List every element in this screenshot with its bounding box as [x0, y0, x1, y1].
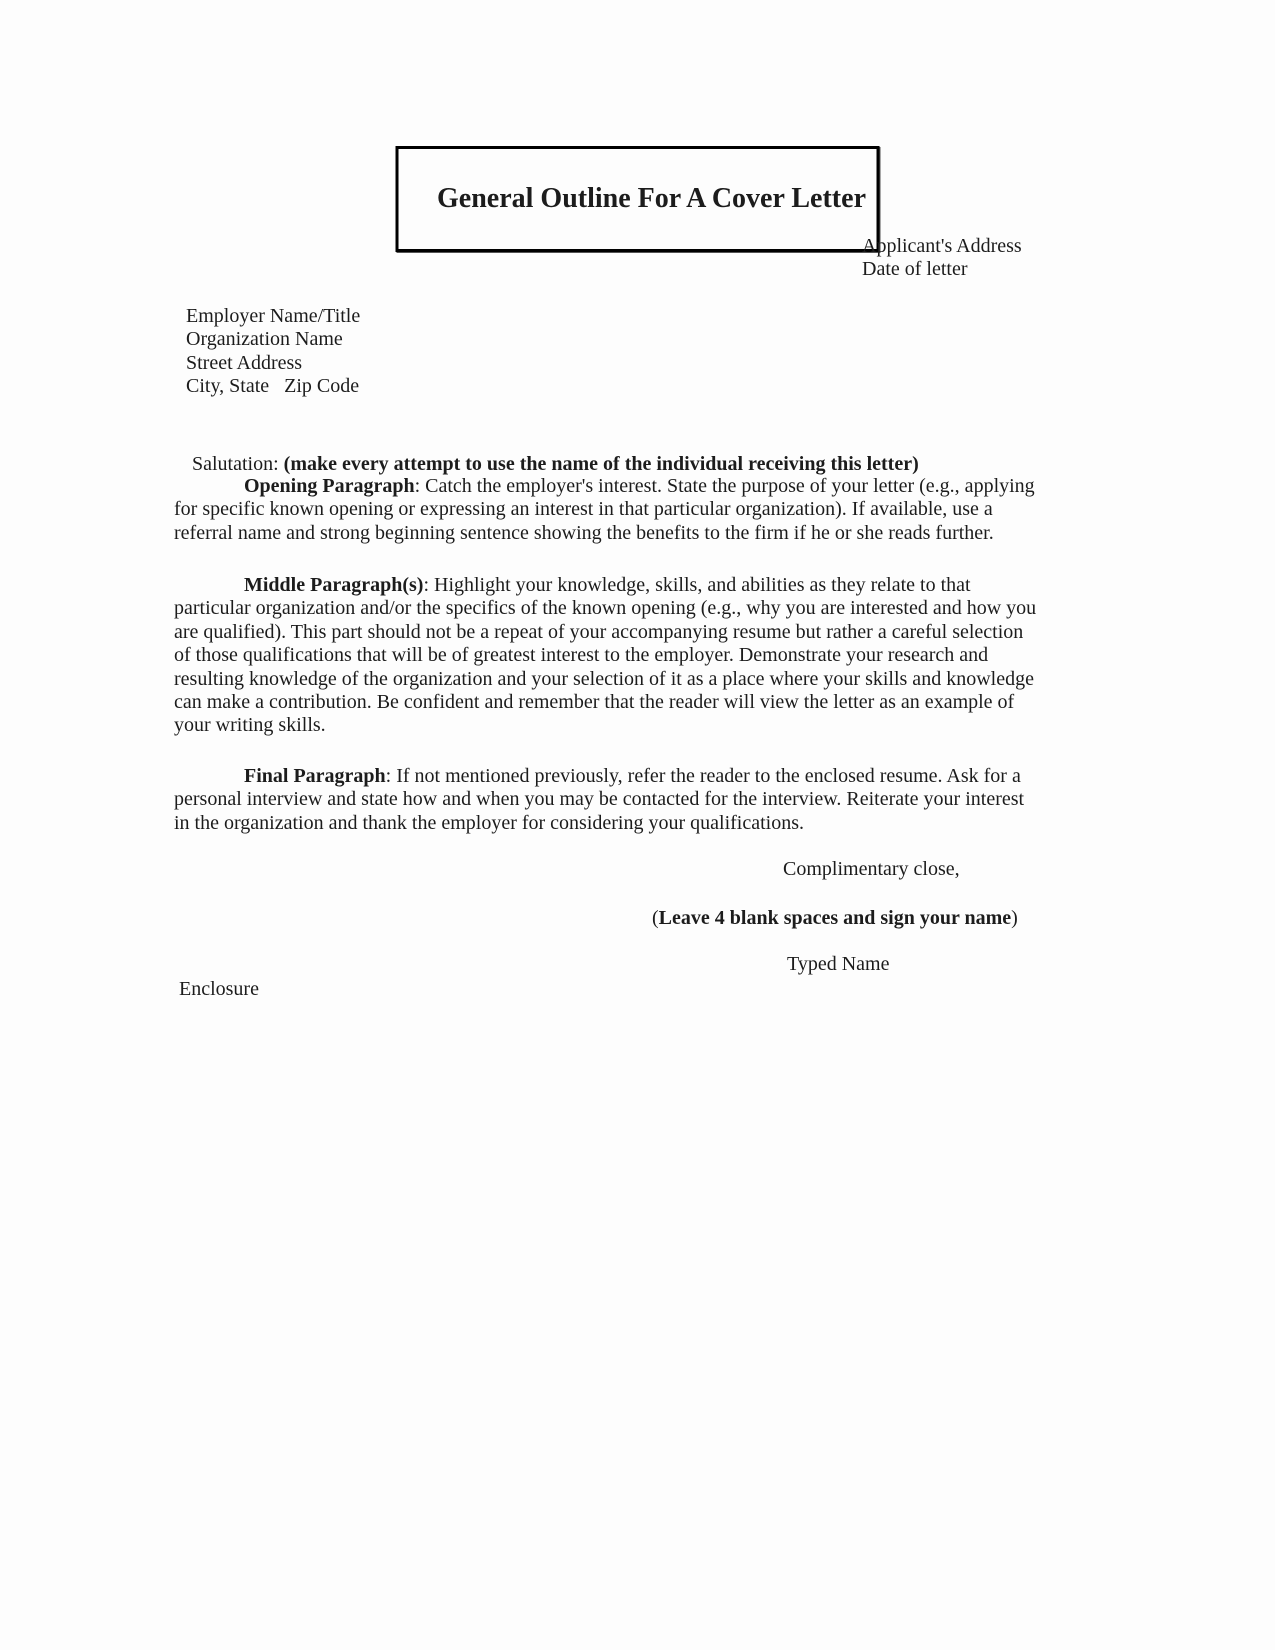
paragraph-line: your writing skills. — [174, 714, 326, 737]
signature-instruction-close-paren: ) — [1011, 907, 1018, 930]
paragraph-line: are qualified). This part should not be a repeat of your accompanying resume but rather a careful selection — [174, 620, 1024, 643]
paragraph-line: can make a contribution. Be confident and remember that the reader will view the letter as an example of — [174, 691, 1015, 714]
document-title — [395, 146, 880, 252]
applicant-address-block — [862, 235, 1022, 282]
paragraph-line: referral name and strong beginning sentence showing the benefits to the firm if he or she reads further. — [174, 521, 994, 544]
salutation-prefix: Salutation: — [192, 453, 284, 476]
paragraph-line: for specific known opening or expressing an interest in that particular organization). If available, use a — [174, 498, 993, 521]
enclosure-notation: Enclosure — [179, 978, 259, 1000]
signature-instruction — [632, 884, 1018, 954]
opening-paragraph-lead: Opening Paragraph — [244, 475, 415, 497]
paragraph-line: particular organization and/or the specifics of the known opening (e.g., why you are interested and how you — [174, 597, 1037, 620]
paragraph-text: : Catch the employer's interest. State the purpose of your letter (e.g., applying — [414, 475, 1035, 497]
salutation-emphasis: (make every attempt to use the name of the individual receiving this letter) — [283, 453, 919, 476]
final-paragraph — [174, 765, 1134, 835]
paragraph-line — [174, 765, 1134, 788]
paragraph-text: : Highlight your knowledge, skills, and abilities as they relate to that — [423, 574, 971, 596]
organization-name-line: Organization Name — [186, 328, 343, 351]
applicant-address-line: Applicant's Address — [862, 235, 1022, 257]
paragraph-line: resulting knowledge of the organization and your selection of it as a place where your skills and knowledge — [174, 667, 1034, 690]
paragraph-line — [174, 574, 1134, 597]
middle-paragraph — [174, 574, 1134, 738]
complimentary-close: Complimentary close, — [783, 858, 960, 880]
street-address-line: Street Address — [186, 351, 303, 374]
signature-instruction-open-paren: ( — [652, 907, 659, 930]
opening-paragraph — [174, 475, 1134, 545]
paragraph-line — [174, 475, 1134, 498]
employer-name-line: Employer Name/Title — [186, 305, 361, 327]
paragraph-line: of those qualifications that will be of greatest interest to the employer. Demonstrate your research and — [174, 644, 989, 667]
signature-instruction-text: Leave 4 blank spaces and sign your name — [658, 907, 1012, 930]
document-title-text: General Outline For A Cover Letter — [437, 183, 866, 214]
city-state-zip-line: City, State Zip Code — [186, 375, 360, 398]
paragraph-line: in the organization and thank the employer for considering your qualifications. — [174, 811, 805, 834]
employer-address-block — [186, 305, 360, 399]
paragraph-text: : If not mentioned previously, refer the reader to the enclosed resume. Ask for a — [385, 765, 1021, 787]
paragraph-line: personal interview and state how and when you may be contacted for the interview. Reiterate your interest — [174, 788, 1025, 811]
final-paragraph-lead: Final Paragraph — [244, 765, 386, 787]
date-of-letter-line: Date of letter — [862, 258, 968, 281]
typed-name: Typed Name — [787, 953, 890, 975]
middle-paragraph-lead: Middle Paragraph(s) — [244, 574, 424, 596]
